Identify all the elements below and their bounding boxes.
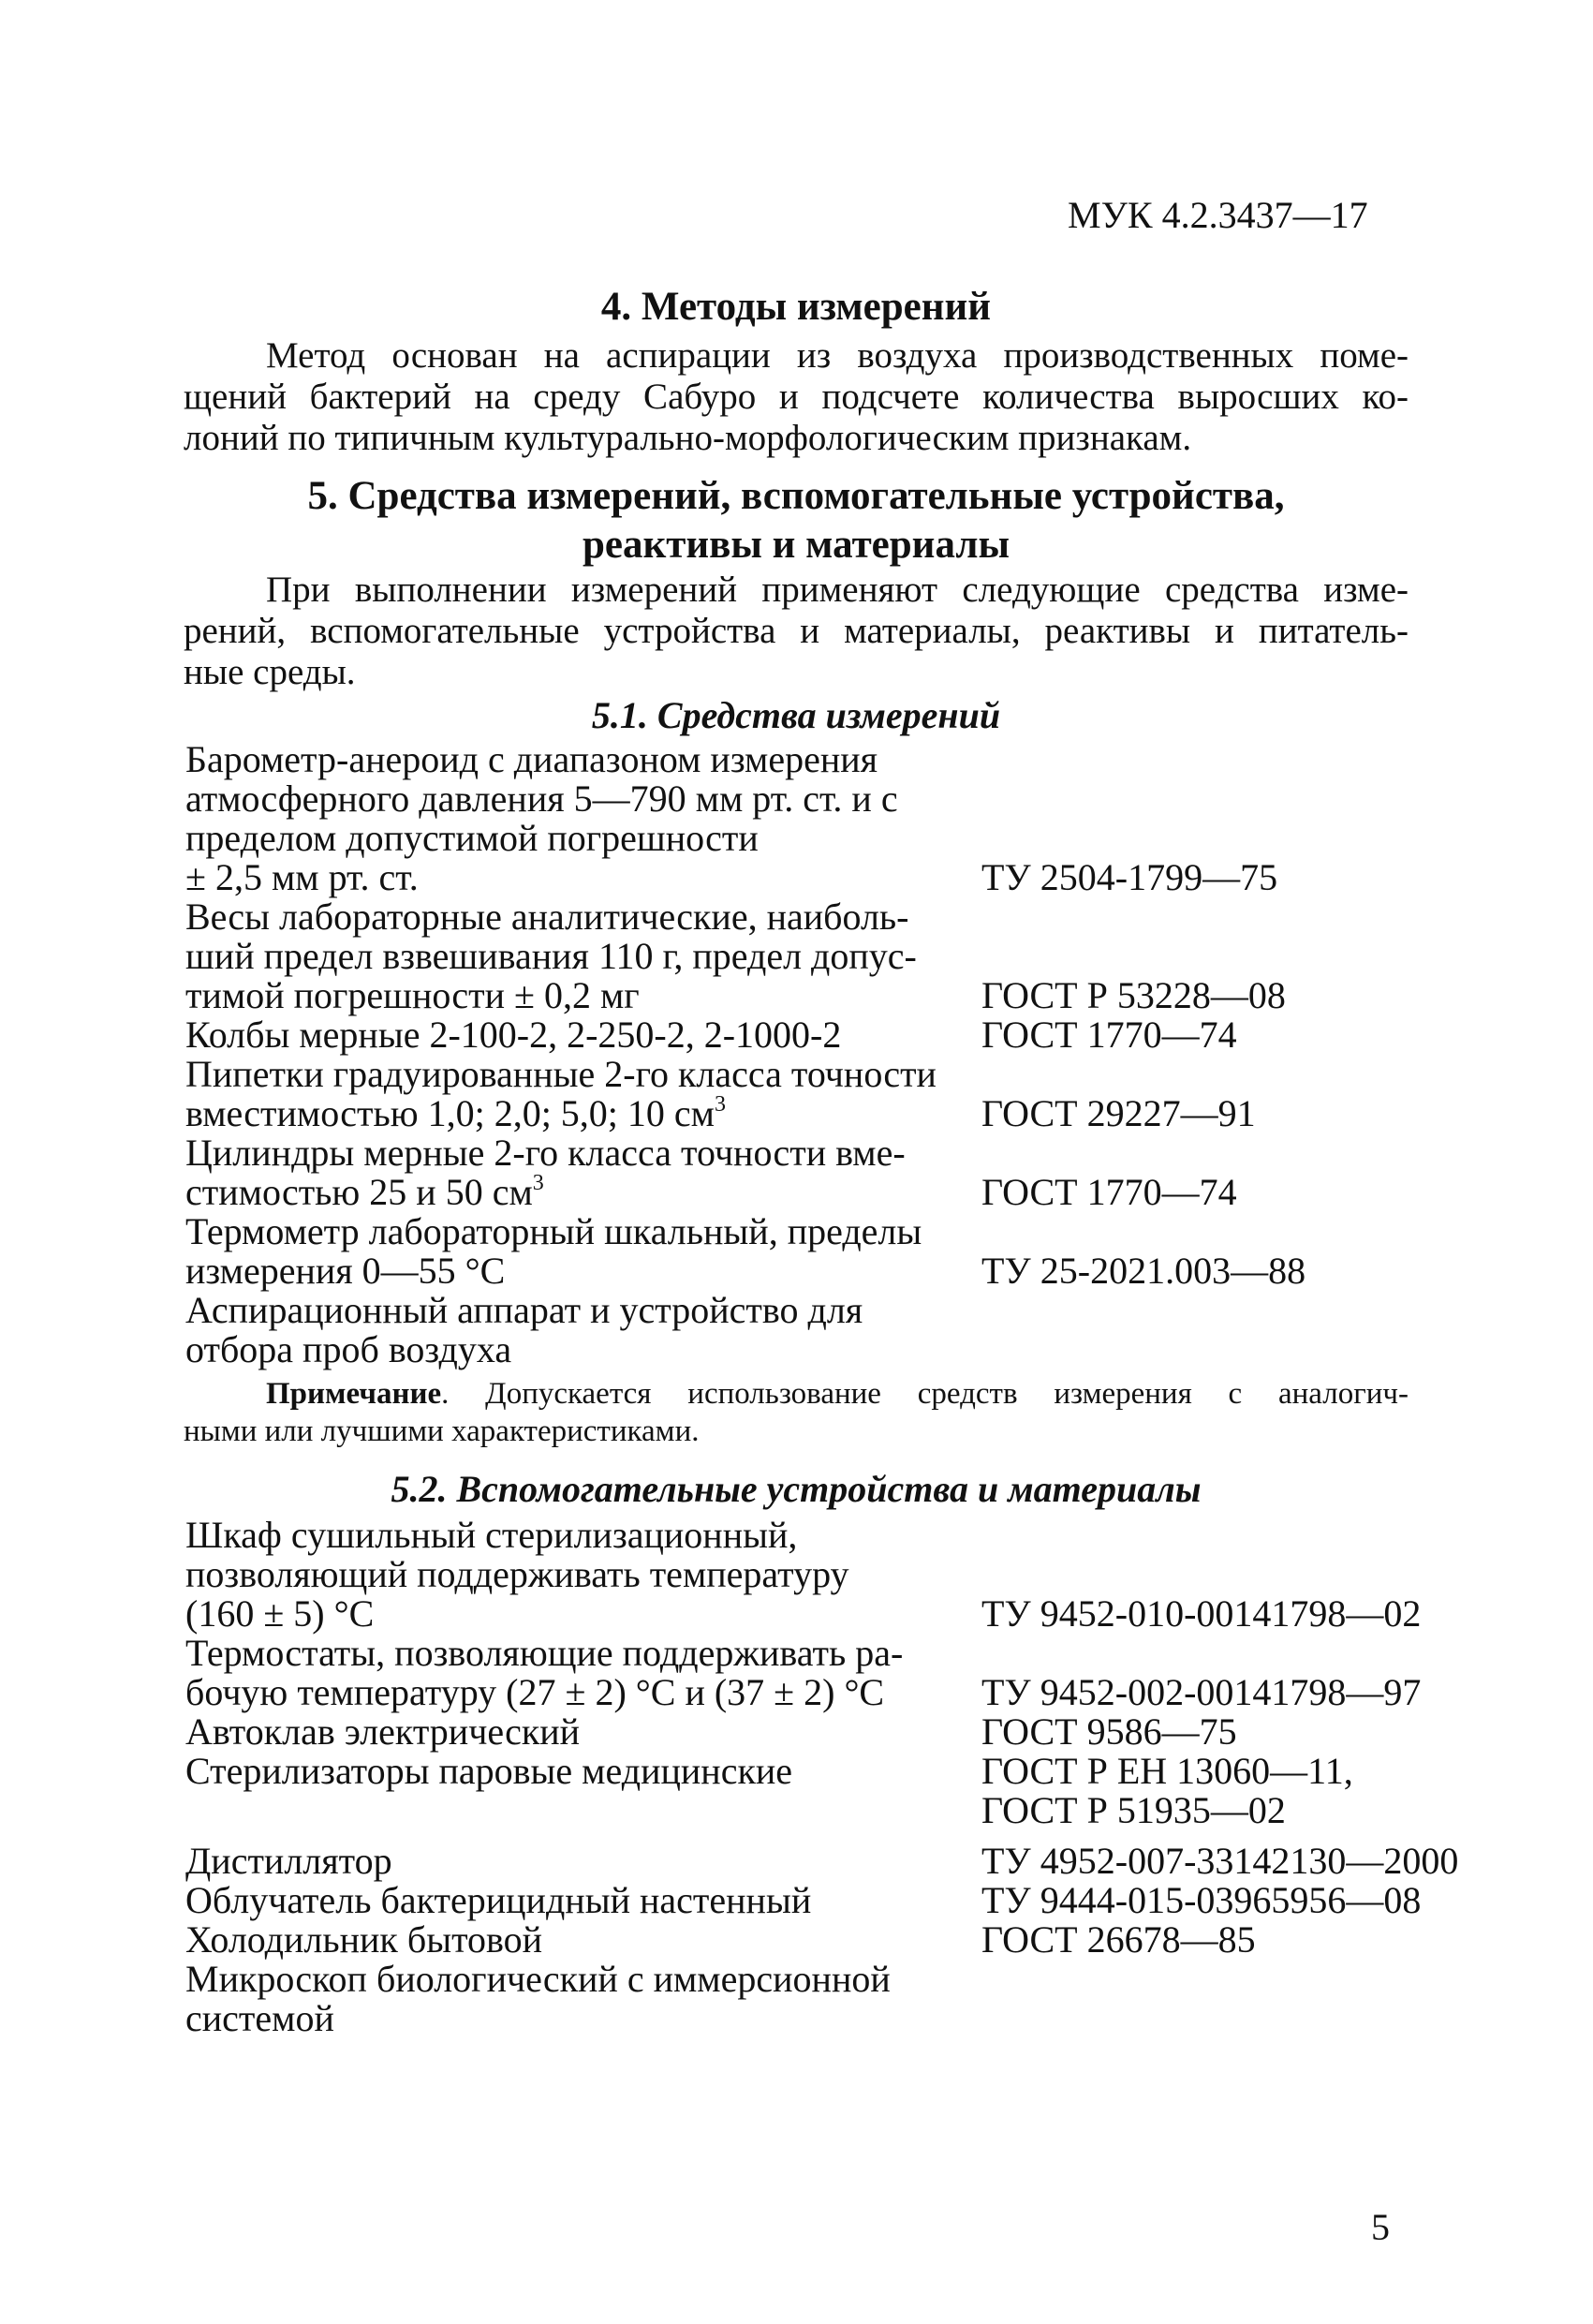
- note: [184, 1375, 1409, 1450]
- item-text: Цилиндры мерные 2-го класса точности вме-: [185, 1132, 906, 1174]
- item-text: атмосферного давления 5—790 мм рт. ст. и с: [185, 777, 898, 820]
- note-text: . Допускается использование средств измерения с аналогич-: [441, 1377, 1409, 1411]
- item-standard: ГОСТ Р 51935—02: [981, 1789, 1286, 1831]
- item-text: стимостью 25 и 50 см: [185, 1171, 533, 1213]
- item-standard: ГОСТ 26678—85: [981, 1918, 1256, 1961]
- item-text: бочую температуру (27 ± 2) °С и (37 ± 2) °С: [185, 1671, 885, 1713]
- item-text: Барометр-анероид с диапазоном измерения: [185, 738, 878, 780]
- section-5-1-title: 5.1. Средства измерений: [591, 694, 1001, 736]
- item-text: измерения 0—55 °С: [185, 1250, 506, 1292]
- item-text: ший предел взвешивания 110 г, предел допус-: [185, 935, 917, 977]
- item-text: Пипетки градуированные 2-го класса точности: [185, 1053, 937, 1095]
- item-standard: ГОСТ 1770—74: [981, 1171, 1237, 1213]
- item-standard: ТУ 4952-007-33142130—2000: [981, 1840, 1459, 1882]
- item-text: ± 2,5 мм рт. ст.: [185, 856, 419, 898]
- note-line: [184, 1375, 1409, 1413]
- item-text: Термометр лабораторный шкальный, пределы: [185, 1210, 922, 1252]
- superscript: 3: [714, 1092, 726, 1117]
- item-text: Колбы мерные 2-100-2, 2-250-2, 2-1000-2: [185, 1014, 842, 1056]
- paragraph-line: рений, вспомогательные устройства и материалы, реактивы и питатель-: [184, 611, 1409, 651]
- item-text: тимой погрешности ± 0,2 мг: [185, 974, 640, 1016]
- item-text-with-superscript: [185, 1173, 544, 1212]
- item-standard: ГОСТ Р ЕН 13060—11,: [981, 1750, 1353, 1792]
- section-4-paragraph: [184, 335, 1409, 459]
- item-standard: ТУ 25-2021.003—88: [981, 1250, 1306, 1292]
- paragraph-line: При выполнении измерений применяют следующие средства изме-: [266, 570, 1409, 610]
- item-text: позволяющий поддерживать температуру: [185, 1553, 849, 1595]
- paragraph-line: Метод основан на аспирации из воздуха производственных поме-: [266, 335, 1409, 376]
- item-text: вместимостью 1,0; 2,0; 5,0; 10 см: [185, 1092, 715, 1134]
- section-5-2-title: 5.2. Вспомогательные устройства и материалы: [391, 1468, 1202, 1510]
- item-standard: ГОСТ 9586—75: [981, 1710, 1237, 1753]
- paragraph-line: ные среды.: [184, 652, 356, 692]
- note-label: Примечание: [266, 1377, 442, 1411]
- section-5-title-line: реактивы и материалы: [582, 523, 1010, 567]
- item-text: Облучатель бактерицидный настенный: [185, 1879, 812, 1921]
- note-line: ными или лучшими характеристиками.: [184, 1414, 700, 1448]
- item-standard: ГОСТ Р 53228—08: [981, 974, 1286, 1016]
- item-text: (160 ± 5) °С: [185, 1592, 375, 1635]
- item-standard: ГОСТ 29227—91: [981, 1092, 1256, 1134]
- item-text: Микроскоп биологический с иммерсионной: [185, 1958, 891, 2000]
- item-text: Весы лабораторные аналитические, наиболь-: [185, 896, 909, 938]
- document-code: МУК 4.2.3437—17: [1068, 194, 1368, 236]
- section-5-title-line: 5. Средства измерений, вспомогательные устройства,: [307, 474, 1285, 518]
- item-standard: ТУ 9444-015-03965956—08: [981, 1879, 1422, 1921]
- item-standard: ТУ 9452-010-00141798—02: [981, 1592, 1422, 1635]
- section-4-title: 4. Методы измерений: [600, 285, 992, 329]
- item-text: Автоклав электрический: [185, 1710, 581, 1753]
- item-text: Термостаты, позволяющие поддерживать ра-: [185, 1632, 904, 1674]
- item-text: Аспирационный аппарат и устройство для: [185, 1289, 863, 1331]
- section-5-paragraph: [184, 570, 1409, 693]
- item-standard: ГОСТ 1770—74: [981, 1014, 1237, 1056]
- item-text: Холодильник бытовой: [185, 1918, 543, 1961]
- item-standard: ТУ 2504-1799—75: [981, 856, 1278, 898]
- paragraph-line: лоний по типичным культурально-морфологическим признакам.: [184, 418, 1192, 458]
- item-text: Стерилизаторы паровые медицинские: [185, 1750, 793, 1792]
- item-text-with-superscript: [185, 1094, 726, 1133]
- item-text: системой: [185, 1997, 334, 2039]
- item-text: пределом допустимой погрешности: [185, 817, 759, 859]
- item-standard: ТУ 9452-002-00141798—97: [981, 1671, 1422, 1713]
- page-number: 5: [1371, 2206, 1390, 2248]
- superscript: 3: [532, 1171, 544, 1195]
- item-text: Дистиллятор: [185, 1840, 392, 1882]
- paragraph-line: щений бактерий на среду Сабуро и подсчете количества выросших ко-: [184, 377, 1409, 417]
- section-5-title: [187, 472, 1405, 570]
- item-text: отбора проб воздуха: [185, 1328, 512, 1370]
- item-text: Шкаф сушильный стерилизационный,: [185, 1514, 798, 1556]
